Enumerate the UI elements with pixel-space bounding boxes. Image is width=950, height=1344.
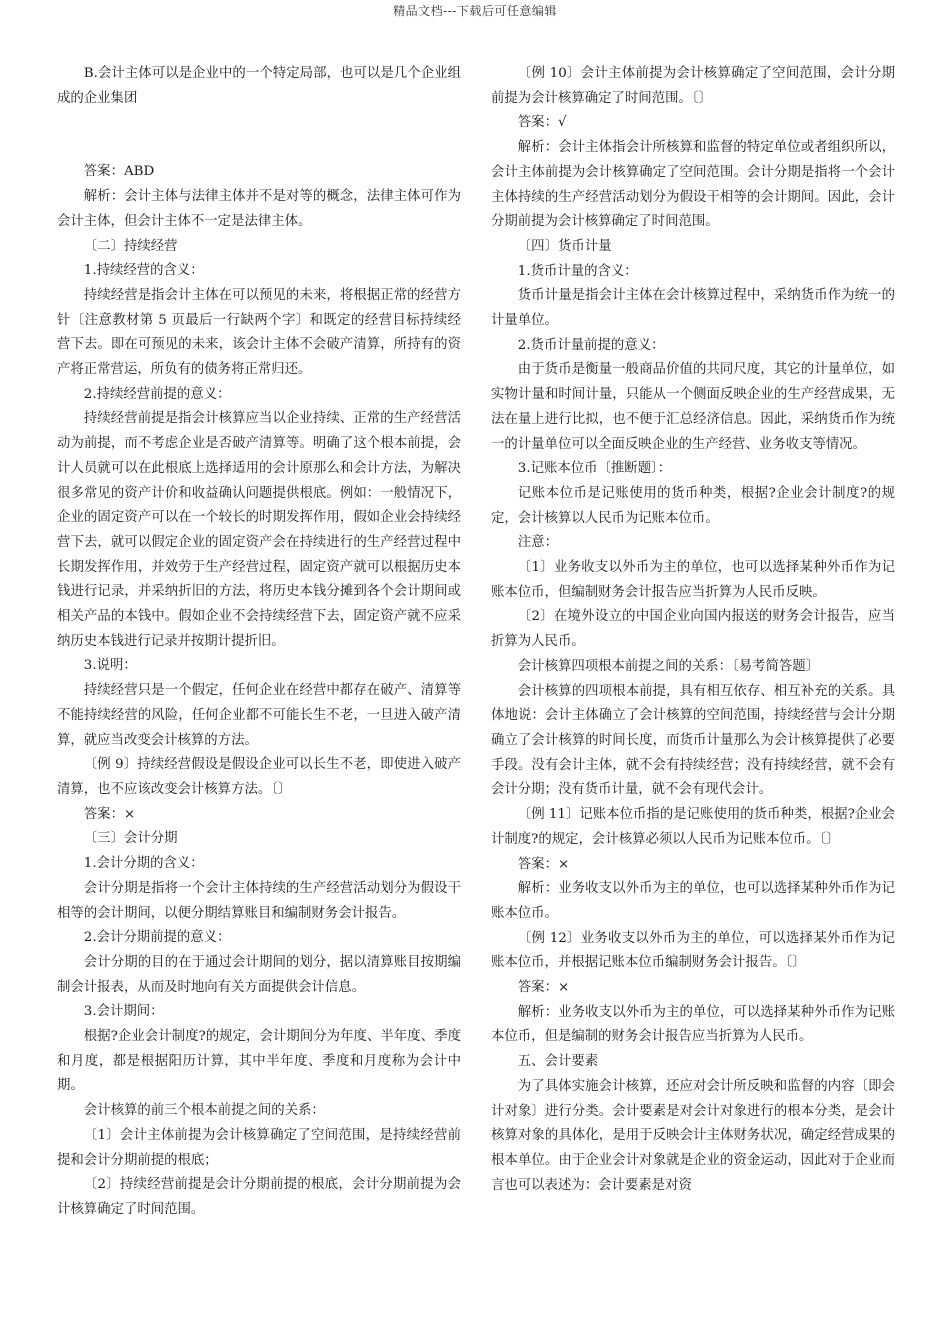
subsection-heading: 3.记账本位币〔推断题〕： bbox=[517, 461, 672, 477]
subsection-heading: 2.持续经营前提的意义： bbox=[83, 386, 231, 402]
paragraph: 会计核算的四项根本前提，具有相互依存、相互补充的关系。具体地说：会计主体确立了会计核算的空间范围，持续经营与会计分期确立了会计核算的时间长度，而货币计量那么为会计核算提供了必要手段。没有会计主体，就不会有持续经营；没有持续经营，就不会有会计分期；没有货币计量，就不会有现代会计。 bbox=[491, 683, 895, 798]
subsection-heading: 3.说明： bbox=[83, 658, 137, 674]
answer-line: 答案：× bbox=[517, 856, 570, 872]
paragraph: 为了具体实施会计核算，还应对会计所反映和监督的内容〔即会计对象〕进行分类。会计要素是对会计对象进行的根本分类，是会计核算对象的具体化，是用于反映会计主体财务状况，确定经营成果的根本单位。由于企业会计对象就是企业的资金运动，因此对于企业而言也可以表述为：会计要素是对资 bbox=[491, 1078, 895, 1193]
answer-line: 答案：× bbox=[517, 980, 570, 996]
paragraph: 会计分期的目的在于通过会计期间的划分，据以清算账目按期编制会计报表，从而及时地向有关方面提供会计信息。 bbox=[57, 954, 461, 995]
explanation-paragraph: 解析：会计主体指会计所核算和监督的特定单位或者组织所以，会计主体前提为会计核算确定了空间范围。会计分期是指将一个会计主体持续的生产经营活动划分为假设干相等的会计期间。因此，会计分期前提为会计核算确定了时间范围。 bbox=[491, 140, 895, 230]
section-heading: 〔四〕货币计量 bbox=[517, 238, 612, 254]
list-item: 〔2〕在境外设立的中国企业向国内报送的财务会计报告，应当折算为人民币。 bbox=[491, 609, 895, 650]
subsection-heading: 1.货币计量的含义： bbox=[517, 263, 638, 279]
list-item: 〔1〕会计主体前提为会计核算确定了空间范围，是持续经营前提和会计分期前提的根底； bbox=[57, 1127, 461, 1168]
paragraph: 会计核算四项根本前提之间的关系：〔易考简答题〕 bbox=[517, 658, 820, 674]
example-question: 〔例 11〕记账本位币指的是记账使用的货币种类，根据?企业会计制度?的规定，会计核算必须以人民币为记账本位币。〔〕 bbox=[491, 807, 895, 847]
example-question: 〔例 12〕业务收支以外币为主的单位，可以选择某外币作为记账本位币，并根据记账本位币编制财务会计报告。〔〕 bbox=[491, 930, 895, 971]
subsection-heading: 2.会计分期前提的意义： bbox=[83, 930, 231, 946]
paragraph: 持续经营只是一个假定，任何企业在经营中都存在破产、清算等不能持续经营的风险，任何企业都不可能长生不老，一旦进入破产清算，就应当改变会计核算的方法。 bbox=[57, 683, 461, 748]
note-label: 注意： bbox=[517, 535, 558, 551]
subsection-heading: 3.会计期间： bbox=[83, 1004, 164, 1020]
explanation-paragraph: 解析：业务收支以外币为主的单位，也可以选择某种外币作为记账本位币。 bbox=[491, 881, 895, 921]
subsection-heading: 2.货币计量前提的意义： bbox=[517, 337, 665, 353]
paragraph: 会计分期是指将一个会计主体持续的生产经营活动划分为假设干相等的会计期间，以便分期结算账目和编制财务会计报告。 bbox=[57, 880, 461, 921]
left-column bbox=[57, 62, 461, 1223]
subsection-heading: 1.持续经营的含义： bbox=[83, 263, 204, 279]
list-item: 〔2〕持续经营前提是会计分期前提的根底，会计分期前提为会计核算确定了时间范围。 bbox=[57, 1177, 461, 1217]
subsection-heading: 1.会计分期的含义： bbox=[83, 856, 204, 872]
page-header: 精品文档---下载后可任意编辑 bbox=[393, 4, 557, 18]
answer-line: 答案：× bbox=[83, 806, 136, 822]
explanation-paragraph: 解析：业务收支以外币为主的单位，可以选择某种外币作为记账本位币，但是编制的财务会计报告应当折算为人民币。 bbox=[491, 1004, 895, 1045]
blank-line bbox=[57, 111, 461, 160]
paragraph: 根据?企业会计制度?的规定，会计期间分为年度、半年度、季度和月度，都是根据阳历计算，其中半年度、季度和月度称为会计中期。 bbox=[57, 1029, 461, 1094]
paragraph: 由于货币是衡量一般商品价值的共同尺度，其它的计量单位，如实物计量和时间计量，只能从一个侧面反映企业的生产经营成果，无法在量上进行比拟，也不便于汇总经济信息。因此，采纳货币作为统一的计量单位可以全面反映企业的生产经营、业务收支等情况。 bbox=[491, 362, 895, 452]
list-item: 〔1〕业务收支以外币为主的单位，也可以选择某种外币作为记账本位币，但编制财务会计报告应当折算为人民币反映。 bbox=[491, 560, 895, 600]
section-heading: 五、会计要素 bbox=[517, 1054, 599, 1070]
answer-line: 答案：ABD bbox=[83, 164, 155, 180]
paragraph: 记账本位币是记账使用的货币种类，根据?企业会计制度?的规定，会计核算以人民币为记账本位币。 bbox=[491, 485, 895, 526]
section-heading: 〔二〕持续经营 bbox=[83, 238, 178, 254]
section-heading: 〔三〕会计分期 bbox=[83, 831, 178, 847]
paragraph: 会计核算的前三个根本前提之间的关系： bbox=[83, 1103, 325, 1119]
paragraph: 持续经营是指会计主体在可以预见的未来，将根据正常的经营方针〔注意教材第 5 页最后一行缺两个字〕和既定的经营目标持续经营下去。即在可预见的未来，该会计主体不会破产清算，所持有的资产将正常营运，所负有的债务将正常归还。 bbox=[57, 287, 461, 378]
answer-line: 答案：√ bbox=[517, 115, 567, 131]
paragraph: B.会计主体可以是企业中的一个特定局部，也可以是几个企业组成的企业集团 bbox=[57, 66, 461, 106]
example-question: 〔例 10〕会计主体前提为会计核算确定了空间范围，会计分期前提为会计核算确定了时间范围。〔〕 bbox=[491, 66, 895, 106]
right-column bbox=[491, 62, 895, 1198]
explanation-paragraph: 解析：会计主体与法律主体并不是对等的概念，法律主体可作为会计主体，但会计主体不一定是法律主体。 bbox=[57, 189, 461, 229]
paragraph: 持续经营前提是指会计核算应当以企业持续、正常的生产经营活动为前提，而不考虑企业是否破产清算等。明确了这个根本前提，会计人员就可以在此根底上选择适用的会计原那么和会计方法，为解决很多常见的资产计价和收益确认问题提供根底。例如：一般情况下，企业的固定资产可以在一个较长的时期发挥作用，假如企业会持续经营下去，就可以假定企业的固定资产会在持续进行的生产经营过程中长期发挥作用，并效劳于生产经营过程，固定资产就可以根据历史本钱进行记录，并采纳折旧的方法，将历史本钱分摊到各个会计期间或相关产品的本钱中。假如企业不会持续经营下去，固定资产就不应采纳历史本钱进行记录并按期计提折旧。 bbox=[57, 411, 461, 649]
example-question: 〔例 9〕持续经营假设是假设企业可以长生不老，即使进入破产清算，也不应该改变会计核算方法。〔〕 bbox=[57, 757, 461, 797]
paragraph: 货币计量是指会计主体在会计核算过程中，采纳货币作为统一的计量单位。 bbox=[491, 288, 895, 329]
